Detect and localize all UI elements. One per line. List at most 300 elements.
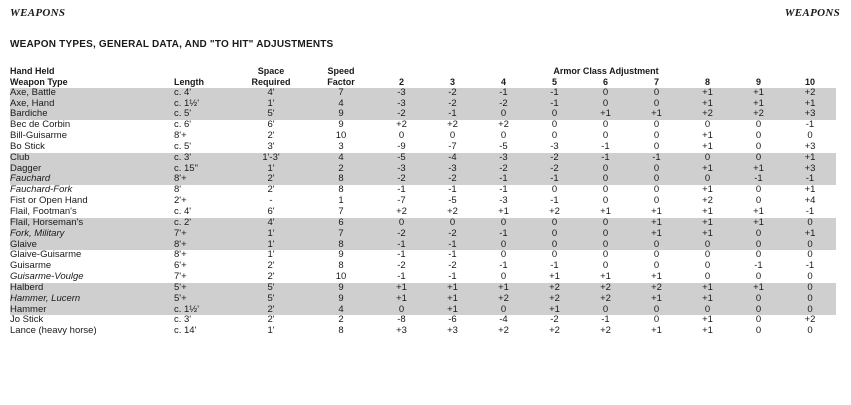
space-required: 1' [236, 229, 306, 240]
ac-adjustment: 0 [733, 305, 784, 316]
col-header-ac: 5 [551, 76, 557, 87]
ac-adjustment: 0 [755, 250, 762, 261]
ac-adjustment: 0 [784, 218, 836, 229]
ac-adjustment: -3 [499, 196, 508, 207]
ac-adjustment: -1 [529, 88, 580, 99]
ac-adjustment: -8 [397, 315, 406, 326]
ac-adjustment: 0 [755, 131, 762, 142]
weapon-length: 5'+ [170, 283, 236, 294]
ac-adjustment: -3 [427, 164, 478, 175]
ac-adjustment: 0 [551, 131, 558, 142]
weapon-length: c. 1½' [170, 99, 236, 110]
ac-adjustment: 0 [529, 109, 580, 120]
ac-adjustment: -1 [631, 153, 682, 164]
col-header-factor: Factor [327, 76, 355, 87]
ac-adjustment: +1 [498, 206, 509, 217]
weapon-length: 8'+ [174, 131, 187, 142]
weapon-name: Glaive-Guisarme [10, 250, 82, 261]
ac-adjustment: -2 [529, 153, 580, 164]
speed-factor: 9 [306, 294, 376, 305]
ac-adjustment: +3 [447, 326, 458, 337]
table-row [10, 240, 836, 251]
table-row [10, 261, 836, 272]
ac-adjustment: -1 [397, 272, 406, 283]
speed-factor: 7 [306, 88, 376, 99]
weapon-name: Dagger [10, 164, 170, 175]
ac-adjustment: 0 [478, 240, 529, 251]
ac-adjustment: -9 [397, 141, 406, 152]
ac-adjustment: -2 [427, 229, 478, 240]
ac-adjustment: +1 [631, 109, 682, 120]
space-required: 1' [236, 164, 306, 175]
ac-adjustment: -1 [478, 229, 529, 240]
speed-factor: 9 [306, 109, 376, 120]
col-header-ac: 10 [804, 76, 815, 87]
weapon-length: c. 14' [174, 326, 197, 337]
col-header-ac: 3 [449, 76, 455, 87]
weapon-name: Bill-Guisarme [10, 131, 68, 142]
ac-adjustment: 0 [631, 174, 682, 185]
speed-factor: 1 [338, 196, 344, 207]
ac-adjustment: 0 [602, 250, 609, 261]
speed-factor: 4 [306, 305, 376, 316]
weapon-length: 7'+ [174, 272, 187, 283]
ac-adjustment: -1 [499, 185, 508, 196]
table-row [10, 250, 836, 261]
ac-adjustment: 0 [807, 272, 813, 283]
speed-factor: 9 [338, 120, 344, 131]
col-header-ac: 2 [398, 76, 404, 87]
speed-factor: 7 [306, 229, 376, 240]
col-header-ac: 8 [704, 76, 710, 87]
ac-adjustment: +1 [376, 283, 427, 294]
weapon-name: Lance (heavy horse) [10, 326, 97, 337]
running-header-left: WEAPONS [10, 7, 66, 19]
ac-adjustment: 0 [704, 272, 711, 283]
ac-adjustment: -3 [550, 141, 559, 152]
ac-adjustment: 0 [704, 120, 711, 131]
ac-adjustment: -1 [550, 261, 559, 272]
ac-adjustment: +1 [682, 283, 733, 294]
ac-adjustment: -1 [478, 174, 529, 185]
ac-adjustment: +2 [549, 206, 560, 217]
ac-adjustment: -4 [499, 315, 508, 326]
ac-adjustment: -3 [376, 99, 427, 110]
speed-factor: 8 [306, 240, 376, 251]
space-required: 6' [267, 206, 275, 217]
speed-factor: 4 [306, 153, 376, 164]
space-required: 2' [236, 174, 306, 185]
ac-adjustment: +1 [733, 283, 784, 294]
ac-adjustment: 0 [580, 174, 631, 185]
space-required: 1' [267, 250, 275, 261]
weapon-length: 7'+ [170, 229, 236, 240]
ac-adjustment: +2 [396, 206, 407, 217]
ac-adjustment: +1 [784, 229, 836, 240]
table-row [10, 218, 836, 229]
ac-adjustment: 0 [755, 315, 762, 326]
ac-adjustment: +1 [651, 206, 662, 217]
speed-factor: 8 [338, 185, 344, 196]
ac-adjustment: -6 [448, 315, 457, 326]
weapon-length: 5'+ [170, 294, 236, 305]
ac-adjustment: -2 [376, 229, 427, 240]
col-header-ac: 4 [500, 76, 506, 87]
ac-adjustment: 0 [580, 240, 631, 251]
weapon-name: Hammer, Lucern [10, 294, 170, 305]
ac-adjustment: 0 [631, 88, 682, 99]
ac-adjustment: +1 [733, 218, 784, 229]
ac-adjustment: -1 [601, 315, 610, 326]
table-row [10, 326, 836, 337]
ac-adjustment: 0 [551, 185, 558, 196]
weapon-name: Guisarme [10, 261, 52, 272]
ac-adjustment: -1 [733, 174, 784, 185]
ac-adjustment: -1 [397, 250, 406, 261]
ac-adjustment: 0 [807, 250, 813, 261]
weapon-name: Fork, Military [10, 229, 170, 240]
col-header-armor-class: Armor Class Adjustment [553, 66, 659, 76]
col-header-required: Required [251, 76, 291, 87]
space-required: 2' [267, 272, 275, 283]
ac-adjustment: +2 [580, 294, 631, 305]
ac-adjustment: +2 [549, 326, 560, 337]
ac-adjustment: 0 [580, 305, 631, 316]
ac-adjustment: 0 [551, 250, 558, 261]
ac-adjustment: -2 [529, 164, 580, 175]
ac-adjustment: +2 [733, 109, 784, 120]
speed-factor: 10 [335, 131, 347, 142]
speed-factor: 9 [306, 283, 376, 294]
ac-adjustment: 0 [733, 153, 784, 164]
table-row [10, 229, 836, 240]
ac-adjustment: +2 [447, 120, 458, 131]
table-row [10, 153, 836, 164]
ac-adjustment: +2 [478, 294, 529, 305]
ac-adjustment: -2 [376, 109, 427, 120]
ac-adjustment: -2 [376, 174, 427, 185]
ac-adjustment: -1 [805, 206, 815, 217]
ac-adjustment: 0 [478, 218, 529, 229]
ac-adjustment: 0 [631, 305, 682, 316]
ac-adjustment: 0 [631, 164, 682, 175]
ac-adjustment: 0 [653, 250, 660, 261]
speed-factor: 7 [338, 206, 344, 217]
space-required: 2' [267, 315, 275, 326]
ac-adjustment: +1 [784, 153, 836, 164]
weapon-name: Bardiche [10, 109, 170, 120]
space-required: 1'-3' [236, 153, 306, 164]
col-header-ac: 9 [755, 76, 761, 87]
speed-factor: 8 [338, 326, 344, 337]
ac-adjustment: +1 [529, 305, 580, 316]
ac-adjustment: +2 [631, 283, 682, 294]
ac-adjustment: +3 [396, 326, 407, 337]
ac-adjustment: -1 [580, 153, 631, 164]
ac-adjustment: -2 [478, 99, 529, 110]
space-required: 2' [267, 185, 275, 196]
ac-adjustment: -5 [448, 196, 457, 207]
ac-adjustment: +1 [376, 294, 427, 305]
speed-factor: 2 [306, 164, 376, 175]
ac-adjustment: -1 [784, 174, 836, 185]
ac-adjustment: -1 [448, 272, 457, 283]
ac-adjustment: 0 [580, 88, 631, 99]
weapon-length: c. 5' [174, 141, 192, 152]
weapon-name: Fist or Open Hand [10, 196, 88, 207]
weapon-name: Axe, Battle [10, 88, 170, 99]
speed-factor: 6 [306, 218, 376, 229]
ac-adjustment: 0 [755, 196, 762, 207]
ac-adjustment: +1 [702, 131, 713, 142]
ac-adjustment: 0 [807, 326, 813, 337]
ac-adjustment: -1 [754, 261, 763, 272]
ac-adjustment: 0 [376, 305, 427, 316]
weapon-length: c. 6' [174, 120, 192, 131]
weapon-length: c. 2' [170, 218, 236, 229]
weapon-name: Glaive [10, 240, 170, 251]
ac-adjustment: 0 [653, 196, 660, 207]
ac-adjustment: +2 [784, 88, 836, 99]
ac-adjustment: +1 [702, 206, 713, 217]
ac-adjustment: -3 [376, 164, 427, 175]
speed-factor: 3 [338, 141, 344, 152]
col-header-ac: 6 [602, 76, 608, 87]
ac-adjustment: 0 [784, 305, 836, 316]
ac-adjustment: +1 [682, 88, 733, 99]
ac-adjustment: -1 [805, 120, 815, 131]
ac-adjustment: 0 [733, 229, 784, 240]
col-header-space: Space [257, 66, 285, 76]
weapon-length: c. 4' [174, 206, 192, 217]
table-row [10, 109, 836, 120]
ac-adjustment: 0 [653, 131, 660, 142]
col-header-hand-held: Hand Held [10, 66, 55, 76]
ac-adjustment: 0 [653, 120, 660, 131]
ac-adjustment: -4 [427, 153, 478, 164]
ac-adjustment: 0 [653, 141, 660, 152]
ac-adjustment: 0 [631, 99, 682, 110]
ac-adjustment: 0 [682, 153, 733, 164]
ac-adjustment: 0 [500, 131, 507, 142]
ac-adjustment: +1 [733, 164, 784, 175]
ac-adjustment: -1 [427, 109, 478, 120]
weapon-name: Flail, Horseman's [10, 218, 170, 229]
weapon-name: Flail, Footman's [10, 206, 77, 217]
ac-adjustment: 0 [500, 272, 507, 283]
weapon-length: 8'+ [170, 240, 236, 251]
table-row [10, 315, 836, 326]
weapon-length: 8'+ [170, 174, 236, 185]
ac-adjustment: +1 [784, 99, 836, 110]
ac-adjustment: +1 [753, 206, 764, 217]
ac-adjustment: 0 [784, 240, 836, 251]
weapon-name: Bo Stick [10, 141, 45, 152]
weapon-length: 2'+ [174, 196, 187, 207]
ac-adjustment: 0 [478, 109, 529, 120]
weapon-length: c. 4' [170, 88, 236, 99]
ac-adjustment: -7 [448, 141, 457, 152]
ac-adjustment: -1 [397, 185, 406, 196]
ac-adjustment: -2 [448, 261, 457, 272]
ac-adjustment: +2 [396, 120, 407, 131]
ac-adjustment: 0 [580, 229, 631, 240]
ac-adjustment: +2 [447, 206, 458, 217]
ac-adjustment: 0 [807, 131, 813, 142]
ac-adjustment: 0 [704, 261, 711, 272]
ac-adjustment: +1 [804, 185, 816, 196]
weapon-name: Jo Stick [10, 315, 44, 326]
space-required: 4' [236, 88, 306, 99]
ac-adjustment: 0 [631, 240, 682, 251]
ac-adjustment: 0 [449, 131, 456, 142]
ac-adjustment: +2 [529, 283, 580, 294]
ac-adjustment: 0 [602, 131, 609, 142]
col-header-speed: Speed [327, 66, 355, 76]
ac-adjustment: 0 [682, 240, 733, 251]
ac-adjustment: +1 [600, 272, 611, 283]
ac-adjustment: 0 [602, 120, 609, 131]
space-required: 1' [236, 240, 306, 251]
ac-adjustment: +3 [784, 164, 836, 175]
ac-adjustment: +1 [427, 294, 478, 305]
ac-adjustment: +2 [529, 294, 580, 305]
space-required: 1' [236, 99, 306, 110]
ac-adjustment: -1 [448, 250, 457, 261]
speed-factor: 4 [306, 99, 376, 110]
ac-adjustment: 0 [376, 218, 427, 229]
running-header-right: WEAPONS [784, 7, 840, 19]
weapon-length: c. 3' [170, 153, 236, 164]
ac-adjustment: 0 [755, 185, 762, 196]
header-row-2 [10, 77, 836, 88]
table-row [10, 185, 836, 196]
ac-adjustment: 0 [529, 240, 580, 251]
ac-adjustment: -1 [499, 261, 508, 272]
ac-adjustment: 0 [784, 283, 836, 294]
space-required: 2' [236, 305, 306, 316]
ac-adjustment: +1 [682, 99, 733, 110]
ac-adjustment: -3 [376, 88, 427, 99]
ac-adjustment: +1 [702, 326, 713, 337]
table-row [10, 294, 836, 305]
table-row [10, 131, 836, 142]
ac-adjustment: +1 [580, 109, 631, 120]
ac-adjustment: 0 [755, 120, 762, 131]
ac-adjustment: -1 [376, 240, 427, 251]
ac-adjustment: 0 [755, 326, 762, 337]
speed-factor: 10 [335, 272, 347, 283]
space-required: - [269, 196, 273, 207]
ac-adjustment: -1 [448, 185, 457, 196]
ac-adjustment: 0 [529, 229, 580, 240]
space-required: 5' [236, 109, 306, 120]
weapon-length: c. 1½' [170, 305, 236, 316]
ac-adjustment: 0 [602, 261, 609, 272]
table-row [10, 272, 836, 283]
ac-adjustment: +1 [631, 218, 682, 229]
space-required: 3' [267, 141, 275, 152]
col-header-ac: 7 [653, 76, 659, 87]
table-row [10, 99, 836, 110]
ac-adjustment: -5 [499, 141, 508, 152]
ac-adjustment: 0 [755, 272, 762, 283]
ac-adjustment: +1 [600, 206, 611, 217]
weapon-name: Club [10, 153, 170, 164]
ac-adjustment: -1 [529, 99, 580, 110]
ac-adjustment: +1 [702, 185, 713, 196]
space-required: 1' [267, 326, 275, 337]
ac-adjustment: -1 [478, 88, 529, 99]
ac-adjustment: +1 [427, 283, 478, 294]
ac-adjustment: +3 [804, 141, 816, 152]
ac-adjustment: 0 [733, 240, 784, 251]
ac-adjustment: +1 [651, 326, 662, 337]
ac-adjustment: 0 [427, 218, 478, 229]
ac-adjustment: +3 [784, 109, 836, 120]
weapon-table [10, 66, 836, 337]
ac-adjustment: 0 [602, 185, 609, 196]
ac-adjustment: +4 [804, 196, 816, 207]
weapon-length: c. 5' [170, 109, 236, 120]
ac-adjustment: -5 [376, 153, 427, 164]
ac-adjustment: -1 [550, 196, 559, 207]
ac-adjustment: +1 [682, 164, 733, 175]
table-row [10, 164, 836, 175]
ac-adjustment: +1 [631, 229, 682, 240]
ac-adjustment: -3 [478, 153, 529, 164]
ac-adjustment: 0 [580, 218, 631, 229]
ac-adjustment: -1 [427, 240, 478, 251]
ac-adjustment: +1 [733, 99, 784, 110]
weapon-name: Fauchard-Fork [10, 185, 73, 196]
ac-adjustment: +1 [478, 283, 529, 294]
ac-adjustment: -2 [427, 174, 478, 185]
speed-factor: 8 [306, 174, 376, 185]
ac-adjustment: +1 [702, 141, 713, 152]
speed-factor: 8 [338, 261, 344, 272]
weapon-name: Halberd [10, 283, 170, 294]
space-required: 2' [267, 131, 275, 142]
ac-adjustment: 0 [704, 250, 711, 261]
ac-adjustment: -2 [550, 315, 559, 326]
ac-adjustment: 0 [653, 261, 660, 272]
col-header-weapon-type: Weapon Type [10, 76, 68, 87]
table-row [10, 305, 836, 316]
space-required: 5' [236, 283, 306, 294]
weapon-length: 6'+ [174, 261, 187, 272]
ac-adjustment: -2 [427, 99, 478, 110]
col-header-length: Length [174, 76, 204, 87]
ac-adjustment: +1 [733, 88, 784, 99]
weapon-length: c. 15" [170, 164, 236, 175]
ac-adjustment: +2 [600, 326, 611, 337]
ac-adjustment: 0 [733, 294, 784, 305]
ac-adjustment: -1 [529, 174, 580, 185]
table-row [10, 174, 836, 185]
ac-adjustment: 0 [682, 174, 733, 185]
ac-adjustment: 0 [478, 305, 529, 316]
table-row [10, 207, 836, 218]
ac-adjustment: -2 [478, 164, 529, 175]
space-required: 4' [236, 218, 306, 229]
ac-adjustment: -2 [397, 261, 406, 272]
ac-adjustment: 0 [580, 99, 631, 110]
weapon-length: 8'+ [174, 250, 187, 261]
ac-adjustment: +1 [427, 305, 478, 316]
ac-adjustment: +1 [682, 294, 733, 305]
speed-factor: 2 [338, 315, 344, 326]
